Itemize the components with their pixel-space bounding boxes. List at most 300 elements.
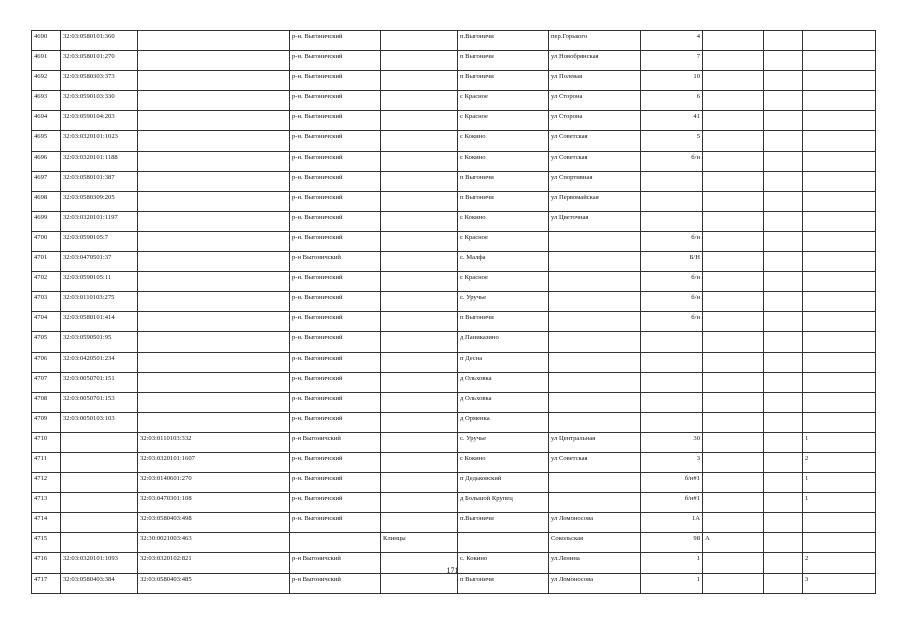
building-cell: [703, 432, 764, 452]
count-cell: 2: [803, 553, 876, 573]
count-cell: [803, 91, 876, 111]
cadastral-number-cell: 32:03:0420501:234: [61, 352, 138, 372]
apartment-cell: [764, 151, 803, 171]
district-cell: р-н. Выгоничский: [290, 231, 381, 251]
settlement-cell: п Выгоничи: [458, 51, 549, 71]
table-row: [32, 211, 876, 231]
table-row: [32, 111, 876, 131]
cadastral-number-2-cell: 32:03:0470301:108: [138, 493, 290, 513]
cadastral-number-cell: 32:03:0590103:330: [61, 91, 138, 111]
table-row: [32, 71, 876, 91]
cadastral-number-2-cell: 32:03:0320102:821: [138, 553, 290, 573]
settlement-cell: с Кокино: [458, 452, 549, 472]
row-number-cell: 4714: [32, 513, 61, 533]
street-cell: ул Ломоносова: [549, 573, 641, 593]
settlement-cell: с Красное: [458, 231, 549, 251]
cadastral-number-cell: 32:03:0580101:414: [61, 312, 138, 332]
street-cell: [549, 412, 641, 432]
cadastral-number-cell: 32:03:0110103:275: [61, 292, 138, 312]
house-number-cell: [641, 412, 703, 432]
building-cell: [703, 191, 764, 211]
count-cell: [803, 292, 876, 312]
apartment-cell: [764, 573, 803, 593]
town-cell: [381, 432, 458, 452]
town-cell: [381, 372, 458, 392]
building-cell: [703, 312, 764, 332]
cadastral-number-cell: [61, 452, 138, 472]
district-cell: р-н Выгоничский: [290, 432, 381, 452]
town-cell: [381, 292, 458, 312]
count-cell: [803, 71, 876, 91]
house-number-cell: [641, 352, 703, 372]
cadastral-number-cell: 32:03:0590105:7: [61, 231, 138, 251]
settlement-cell: п Выгоничи: [458, 171, 549, 191]
district-cell: р-н. Выгоничский: [290, 473, 381, 493]
count-cell: [803, 412, 876, 432]
cadastral-number-cell: 32:03:0320101:1188: [61, 151, 138, 171]
apartment-cell: [764, 111, 803, 131]
apartment-cell: [764, 31, 803, 51]
town-cell: [381, 452, 458, 472]
district-cell: р-н. Выгоничский: [290, 372, 381, 392]
street-cell: ул Советская: [549, 452, 641, 472]
row-number-cell: 4702: [32, 272, 61, 292]
building-cell: [703, 231, 764, 251]
table-row: [32, 91, 876, 111]
cadastral-number-2-cell: [138, 151, 290, 171]
town-cell: [381, 71, 458, 91]
apartment-cell: [764, 71, 803, 91]
apartment-cell: [764, 292, 803, 312]
building-cell: [703, 131, 764, 151]
table-row: [32, 191, 876, 211]
house-number-cell: 4: [641, 31, 703, 51]
cadastral-number-2-cell: [138, 392, 290, 412]
apartment-cell: [764, 533, 803, 553]
count-cell: [803, 171, 876, 191]
count-cell: 1: [803, 473, 876, 493]
house-number-cell: 5: [641, 131, 703, 151]
house-number-cell: 30: [641, 432, 703, 452]
street-cell: ул Полевая: [549, 71, 641, 91]
table-row: [32, 252, 876, 272]
cadastral-number-2-cell: [138, 352, 290, 372]
house-number-cell: [641, 171, 703, 191]
building-cell: [703, 211, 764, 231]
count-cell: [803, 312, 876, 332]
row-number-cell: 4711: [32, 452, 61, 472]
cadastral-number-2-cell: [138, 211, 290, 231]
house-number-cell: [641, 211, 703, 231]
district-cell: р-н. Выгоничский: [290, 51, 381, 71]
town-cell: [381, 272, 458, 292]
street-cell: [549, 231, 641, 251]
building-cell: [703, 252, 764, 272]
district-cell: р-н. Выгоничский: [290, 513, 381, 533]
apartment-cell: [764, 171, 803, 191]
town-cell: [381, 211, 458, 231]
table-row: [32, 412, 876, 432]
district-cell: р-н. Выгоничский: [290, 211, 381, 231]
cadastral-number-2-cell: 32:03:0110103:332: [138, 432, 290, 452]
table-row: [32, 533, 876, 553]
district-cell: р-н. Выгоничский: [290, 191, 381, 211]
settlement-cell: [458, 533, 549, 553]
row-number-cell: 4696: [32, 151, 61, 171]
apartment-cell: [764, 473, 803, 493]
count-cell: [803, 51, 876, 71]
house-number-cell: 1: [641, 573, 703, 593]
town-cell: [381, 392, 458, 412]
table-row: [32, 51, 876, 71]
street-cell: [549, 372, 641, 392]
cadastral-number-2-cell: [138, 252, 290, 272]
settlement-cell: п.Выгоничи: [458, 513, 549, 533]
street-cell: [549, 332, 641, 352]
table-row: [32, 352, 876, 372]
settlement-cell: с Красное: [458, 111, 549, 131]
table-row: [32, 332, 876, 352]
house-number-cell: б/н#1: [641, 473, 703, 493]
apartment-cell: [764, 332, 803, 352]
count-cell: [803, 231, 876, 251]
district-cell: р-н Выгоничский: [290, 553, 381, 573]
house-number-cell: б/н: [641, 312, 703, 332]
cadastral-number-cell: 32:03:0580101:360: [61, 31, 138, 51]
apartment-cell: [764, 252, 803, 272]
table-row: [32, 292, 876, 312]
cadastral-number-2-cell: [138, 191, 290, 211]
count-cell: [803, 111, 876, 131]
house-number-cell: 1А: [641, 513, 703, 533]
street-cell: [549, 312, 641, 332]
cadastral-number-cell: 32:03:0590105:11: [61, 272, 138, 292]
table-row: [32, 31, 876, 51]
records-table: [31, 30, 876, 594]
settlement-cell: п Выгоничи: [458, 71, 549, 91]
settlement-cell: д Паниказино: [458, 332, 549, 352]
table-row: [32, 131, 876, 151]
building-cell: [703, 372, 764, 392]
table-row: [32, 231, 876, 251]
cadastral-number-2-cell: [138, 51, 290, 71]
town-cell: [381, 91, 458, 111]
district-cell: р-н. Выгоничский: [290, 312, 381, 332]
table-row: [32, 151, 876, 171]
row-number-cell: 4691: [32, 51, 61, 71]
table-row: [32, 513, 876, 533]
house-number-cell: б/н#1: [641, 493, 703, 513]
house-number-cell: б/н: [641, 231, 703, 251]
district-cell: р-н. Выгоничский: [290, 31, 381, 51]
cadastral-number-2-cell: 32:30:0021003:463: [138, 533, 290, 553]
street-cell: ул Сторона: [549, 111, 641, 131]
row-number-cell: 4690: [32, 31, 61, 51]
town-cell: [381, 171, 458, 191]
street-cell: [549, 493, 641, 513]
row-number-cell: 4692: [32, 71, 61, 91]
settlement-cell: п Выгоничи: [458, 191, 549, 211]
row-number-cell: 4708: [32, 392, 61, 412]
street-cell: пер.Горького: [549, 31, 641, 51]
table-row: [32, 392, 876, 412]
street-cell: ул Центральная: [549, 432, 641, 452]
cadastral-number-2-cell: [138, 31, 290, 51]
row-number-cell: 4694: [32, 111, 61, 131]
apartment-cell: [764, 432, 803, 452]
row-number-cell: 4701: [32, 252, 61, 272]
district-cell: р-н. Выгоничский: [290, 392, 381, 412]
table-row: [32, 272, 876, 292]
apartment-cell: [764, 412, 803, 432]
page-number: 171: [446, 566, 459, 575]
building-cell: [703, 272, 764, 292]
town-cell: [381, 513, 458, 533]
town-cell: [381, 493, 458, 513]
count-cell: [803, 131, 876, 151]
cadastral-number-cell: 32:03:0580101:270: [61, 51, 138, 71]
count-cell: 3: [803, 573, 876, 593]
table-body: [32, 31, 876, 594]
building-cell: [703, 513, 764, 533]
street-cell: [549, 292, 641, 312]
town-cell: [381, 312, 458, 332]
count-cell: 2: [803, 452, 876, 472]
town-cell: [381, 131, 458, 151]
building-cell: А: [703, 533, 764, 553]
cadastral-number-cell: 32:03:0320101:1023: [61, 131, 138, 151]
table-row: [32, 432, 876, 452]
row-number-cell: 4693: [32, 91, 61, 111]
district-cell: [290, 533, 381, 553]
cadastral-number-cell: 32:03:0580101:387: [61, 171, 138, 191]
cadastral-number-2-cell: [138, 171, 290, 191]
district-cell: р-н. Выгоничский: [290, 131, 381, 151]
district-cell: р-н. Выгоничский: [290, 412, 381, 432]
building-cell: [703, 352, 764, 372]
cadastral-number-cell: 32:03:0320101:1093: [61, 553, 138, 573]
cadastral-number-cell: 32:03:0050103:103: [61, 412, 138, 432]
cadastral-number-2-cell: 32:03:0580403:485: [138, 573, 290, 593]
town-cell: [381, 191, 458, 211]
cadastral-number-cell: 32:03:0050701:151: [61, 372, 138, 392]
count-cell: 1: [803, 493, 876, 513]
count-cell: [803, 191, 876, 211]
house-number-cell: 10: [641, 71, 703, 91]
building-cell: [703, 412, 764, 432]
count-cell: [803, 332, 876, 352]
street-cell: ул Советская: [549, 131, 641, 151]
building-cell: [703, 51, 764, 71]
apartment-cell: [764, 392, 803, 412]
cadastral-number-2-cell: [138, 312, 290, 332]
house-number-cell: б/н: [641, 292, 703, 312]
row-number-cell: 4710: [32, 432, 61, 452]
cadastral-number-cell: [61, 432, 138, 452]
house-number-cell: Б/Н: [641, 252, 703, 272]
building-cell: [703, 332, 764, 352]
row-number-cell: 4706: [32, 352, 61, 372]
count-cell: [803, 211, 876, 231]
district-cell: р-н Выгоничский: [290, 573, 381, 593]
apartment-cell: [764, 231, 803, 251]
apartment-cell: [764, 312, 803, 332]
cadastral-number-2-cell: [138, 231, 290, 251]
cadastral-number-2-cell: [138, 372, 290, 392]
street-cell: [549, 473, 641, 493]
table-row: [32, 372, 876, 392]
apartment-cell: [764, 513, 803, 533]
settlement-cell: с Кокино: [458, 211, 549, 231]
town-cell: [381, 51, 458, 71]
count-cell: 1: [803, 432, 876, 452]
house-number-cell: 6: [641, 91, 703, 111]
table-row: [32, 452, 876, 472]
street-cell: ул Советская: [549, 151, 641, 171]
district-cell: р-н. Выгоничский: [290, 352, 381, 372]
building-cell: [703, 292, 764, 312]
settlement-cell: д Орменка: [458, 412, 549, 432]
house-number-cell: [641, 332, 703, 352]
street-cell: ул Первомайская: [549, 191, 641, 211]
district-cell: р-н. Выгоничский: [290, 292, 381, 312]
town-cell: [381, 473, 458, 493]
apartment-cell: [764, 352, 803, 372]
apartment-cell: [764, 272, 803, 292]
house-number-cell: 98: [641, 533, 703, 553]
town-cell: [381, 151, 458, 171]
settlement-cell: п Выгоничи: [458, 573, 549, 593]
cadastral-number-2-cell: [138, 71, 290, 91]
table-row: [32, 573, 876, 593]
settlement-cell: с. Уручье: [458, 432, 549, 452]
table-row: [32, 171, 876, 191]
cadastral-number-cell: 32:03:0320101:1197: [61, 211, 138, 231]
town-cell: [381, 573, 458, 593]
settlement-cell: д Ольховка: [458, 392, 549, 412]
count-cell: [803, 513, 876, 533]
count-cell: [803, 352, 876, 372]
building-cell: [703, 71, 764, 91]
cadastral-number-cell: 32:03:0590104:203: [61, 111, 138, 131]
settlement-cell: п Выгоничи: [458, 312, 549, 332]
row-number-cell: 4709: [32, 412, 61, 432]
settlement-cell: п.Выгоничи: [458, 31, 549, 51]
row-number-cell: 4697: [32, 171, 61, 191]
house-number-cell: 3: [641, 452, 703, 472]
settlement-cell: п Десна: [458, 352, 549, 372]
district-cell: р-н. Выгоничский: [290, 272, 381, 292]
street-cell: ул Цветочная: [549, 211, 641, 231]
cadastral-number-cell: 32:03:0590501:95: [61, 332, 138, 352]
settlement-cell: с Красное: [458, 91, 549, 111]
row-number-cell: 4715: [32, 533, 61, 553]
settlement-cell: д Большой Крупец: [458, 493, 549, 513]
street-cell: ул Новобрянская: [549, 51, 641, 71]
street-cell: ул Ломоносова: [549, 513, 641, 533]
cadastral-number-cell: [61, 513, 138, 533]
table-row: [32, 312, 876, 332]
apartment-cell: [764, 91, 803, 111]
town-cell: [381, 252, 458, 272]
house-number-cell: 1: [641, 553, 703, 573]
district-cell: р-н. Выгоничский: [290, 452, 381, 472]
district-cell: р-н. Выгоничский: [290, 111, 381, 131]
street-cell: ул Спортивная: [549, 171, 641, 191]
row-number-cell: 4713: [32, 493, 61, 513]
cadastral-number-cell: 32:03:0050701:153: [61, 392, 138, 412]
row-number-cell: 4695: [32, 131, 61, 151]
street-cell: ул Сторона: [549, 91, 641, 111]
settlement-cell: д Ольховка: [458, 372, 549, 392]
count-cell: [803, 31, 876, 51]
building-cell: [703, 111, 764, 131]
cadastral-number-cell: 32:03:0580309:205: [61, 191, 138, 211]
house-number-cell: [641, 191, 703, 211]
row-number-cell: 4698: [32, 191, 61, 211]
count-cell: [803, 252, 876, 272]
town-cell: [381, 412, 458, 432]
street-cell: [549, 352, 641, 372]
cadastral-number-2-cell: [138, 332, 290, 352]
settlement-cell: п Дедьковский: [458, 473, 549, 493]
cadastral-number-2-cell: [138, 111, 290, 131]
building-cell: [703, 151, 764, 171]
house-number-cell: б/н: [641, 151, 703, 171]
cadastral-number-cell: 32:03:0580403:384: [61, 573, 138, 593]
street-cell: Сокольская: [549, 533, 641, 553]
row-number-cell: 4699: [32, 211, 61, 231]
building-cell: [703, 171, 764, 191]
town-cell: [381, 231, 458, 251]
apartment-cell: [764, 452, 803, 472]
street-cell: [549, 392, 641, 412]
apartment-cell: [764, 211, 803, 231]
settlement-cell: с Красное: [458, 272, 549, 292]
house-number-cell: [641, 392, 703, 412]
building-cell: [703, 493, 764, 513]
settlement-cell: с. Уручье: [458, 292, 549, 312]
cadastral-number-cell: [61, 473, 138, 493]
count-cell: [803, 372, 876, 392]
district-cell: р-н. Выгоничский: [290, 332, 381, 352]
district-cell: р-н. Выгоничский: [290, 71, 381, 91]
table-row: [32, 493, 876, 513]
house-number-cell: [641, 372, 703, 392]
count-cell: [803, 533, 876, 553]
cadastral-number-cell: [61, 493, 138, 513]
street-cell: [549, 272, 641, 292]
row-number-cell: 4703: [32, 292, 61, 312]
settlement-cell: с Кокино: [458, 151, 549, 171]
row-number-cell: 4717: [32, 573, 61, 593]
district-cell: р-н. Выгоничский: [290, 151, 381, 171]
cadastral-number-cell: [61, 533, 138, 553]
settlement-cell: с. Малфа: [458, 252, 549, 272]
building-cell: [703, 573, 764, 593]
building-cell: [703, 31, 764, 51]
apartment-cell: [764, 372, 803, 392]
district-cell: р-н Выгоничский: [290, 252, 381, 272]
street-cell: ул.Ленина: [549, 553, 641, 573]
row-number-cell: 4705: [32, 332, 61, 352]
apartment-cell: [764, 51, 803, 71]
cadastral-number-2-cell: [138, 131, 290, 151]
town-cell: [381, 332, 458, 352]
apartment-cell: [764, 493, 803, 513]
district-cell: р-н. Выгоничский: [290, 171, 381, 191]
cadastral-number-2-cell: 32:03:0140601:270: [138, 473, 290, 493]
